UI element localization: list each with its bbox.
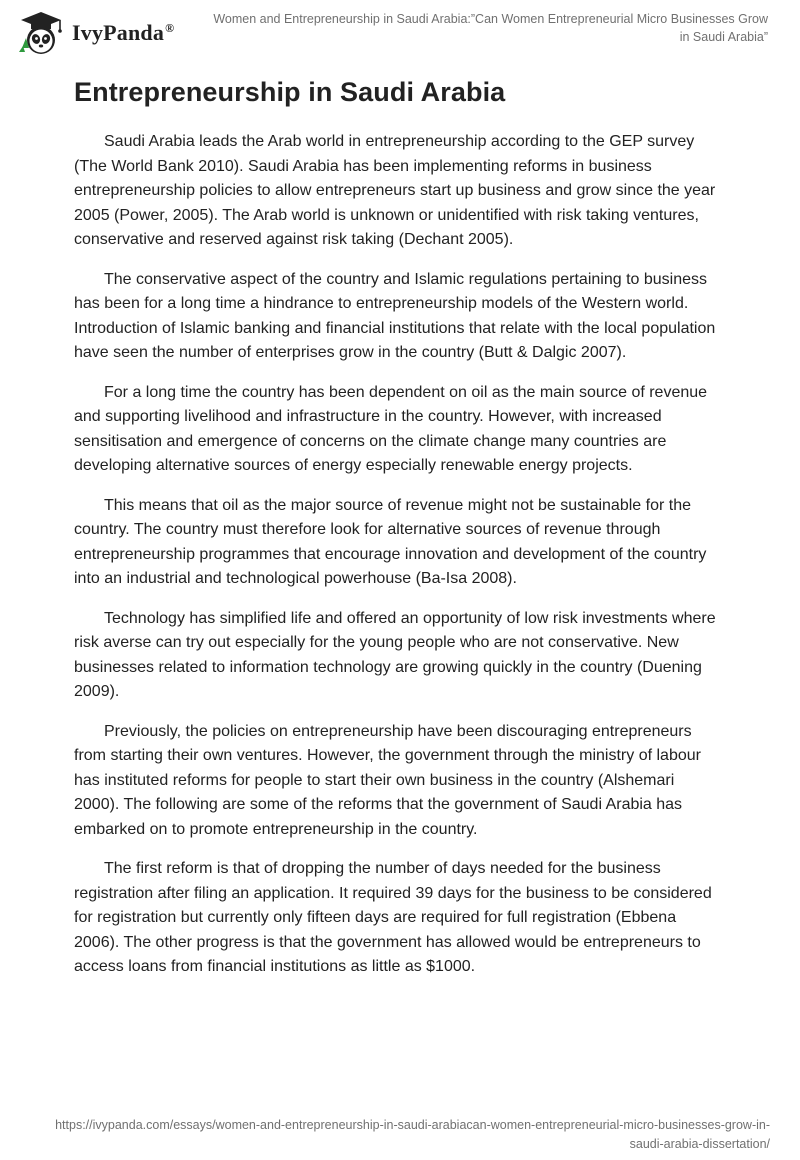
paragraph: The first reform is that of dropping the number of days needed for the business registration after filing an application. It required 39 days for the business to be considered for registration but currently only fifteen days are required for full registration (Ebbena 2006). The other progress is that the government has allowed would be entrepreneurs to access loans from financial institutions as little as $1000. [74, 860, 712, 975]
paragraph: Technology has simplified life and offered an opportunity of low risk investments where risk averse can try out especially for the young people who are not conservative. New businesses related to information technology are growing quickly in the country (Duening 2009). [74, 609, 716, 700]
brand-logo[interactable] [16, 8, 174, 58]
paragraph: This means that oil as the major source of revenue might not be sustainable for the country. The country must therefore look for alternative sources of revenue through entrepreneurship programmes that encourage innovation and development of the country into an industrial and technological powerhouse (Ba-Isa 2008). [74, 496, 707, 587]
paragraph: Saudi Arabia leads the Arab world in entrepreneurship according to the GEP survey (The World Bank 2010). Saudi Arabia has been implementing reforms in business entrepreneurship policies to allow entrepreneurs start up business and grow since the year 2005 (Power, 2005). The Arab world is unknown or unidentified with risk taking ventures, conservative and reserved against risk taking (Dechant 2005). [74, 133, 716, 248]
document-title: Women and Entrepreneurship in Saudi Arabia:”Can Women Entrepreneurial Micro Businesses Grow in Saudi Arabia” [213, 12, 768, 44]
page-header [0, 0, 800, 70]
paragraph: For a long time the country has been dependent on oil as the main source of revenue and supporting livelihood and infrastructure in the country. However, with increased sensitisation and emergence of concerns on the climate change many countries are developing alternative sources of energy especially renewable energy projects. [74, 383, 708, 474]
article-heading: Entrepreneurship in Saudi Arabia [74, 77, 506, 107]
paragraph: The conservative aspect of the country and Islamic regulations pertaining to business has been for a long time a hindrance to entrepreneurship models of the Western world. Introduction of Islamic banking and financial institutions that relate with the local population have seen the number of enterprises grow in the country (Butt & Dalgic 2007). [74, 270, 716, 361]
paragraph: Previously, the policies on entrepreneurship have been discouraging entrepreneurs from starting their own ventures. However, the government through the ministry of labour has instituted reforms for people to start their own business in the country (Alshemari 2000). The following are some of the reforms that the government of Saudi Arabia has embarked on to promote entrepreneurship in the country. [74, 722, 701, 838]
source-url[interactable]: https://ivypanda.com/essays/women-and-entrepreneurship-in-saudi-arabiacan-women-entrepreneurial-micro-businesses-grow-in-saudi-arabia-dissertation/ [55, 1118, 770, 1151]
brand-name: IvyPanda® [72, 20, 175, 45]
article [74, 70, 724, 980]
panda-logo-icon [16, 8, 66, 58]
